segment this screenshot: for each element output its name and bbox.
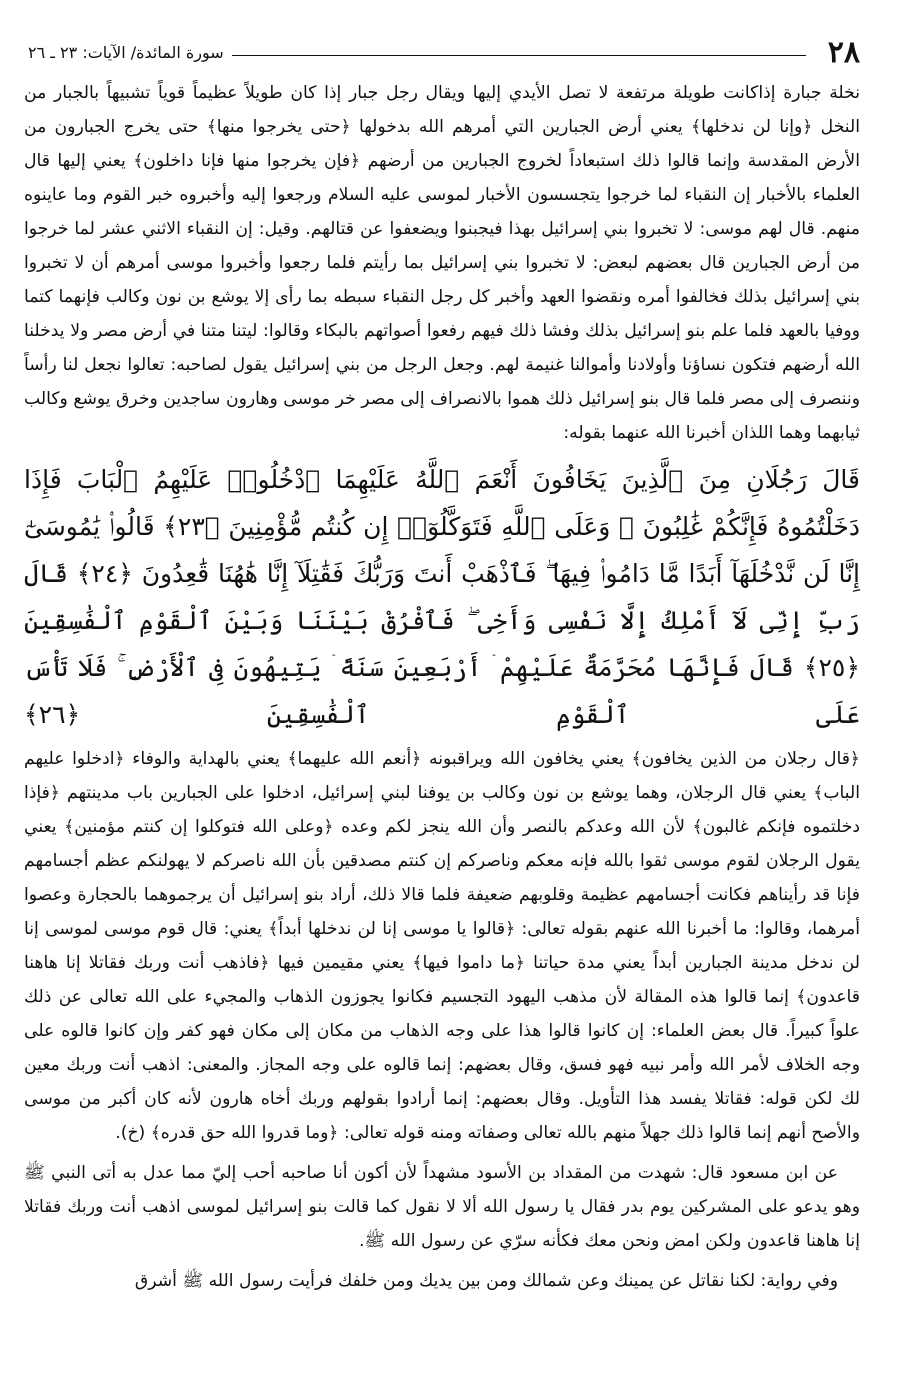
page-number: ٢٨ bbox=[827, 34, 860, 70]
commentary-paragraph-1: نخلة جبارة إذاكانت طويلة مرتفعة لا تصل الأيدي إليها ويقال رجل جبار إذا كان طويلاً عظيماً قوياً تشبيهاً بالجبار من النخل ﴿وإنا لن ندخلها﴾ يعني أرض الجبارين التي أمرهم الله بدخولها ﴿حتى يخرجوا منها﴾ حتى يخرج الجبارون من الأرض المقدسة وإنما قالوا ذلك استبعاداً لخروج الجبارين من أرضهم ﴿فإن يخرجوا منها فإنا داخلون﴾ يعني إليها قال العلماء بالأخبار إن النقباء لما خرجوا يتجسسون الأخبار لموسى عليه السلام ورجعوا إليه وأخبروه خبر القوم وما عاينوه منهم. قال لهم موسى: لا تخبروا بني إسرائيل بهذا فيجبنوا ويضعفوا عن قتالهم. وقيل: إن النقباء الاثني عشر لما خرجوا من أرض الجبارين قال بعضهم لبعض: لا تخبروا بني إسرائيل بما رأيتم فلما رجعوا وأخبروا موسى أمرهم أن لا تخبروا بني إسرائيل بذلك فخالفوا أمره ونقضوا العهد وأخبر كل رجل النقباء سبطه بما رأى إلا يوشع بن نون وكالب فإنهما كتما ووفيا بالعهد فلما علم بنو إسرائيل بذلك وفشا ذلك فيهم رفعوا أصواتهم بالبكاء وقالوا: ليتنا متنا في أرض مصر ولا يدخلنا الله أرضهم فتكون نساؤنا وأولادنا وأموالنا غنيمة لهم. وجعل الرجل من بني إسرائيل يقول لصاحبه: تعالوا نجعل لنا رأساً وننصرف إلى مصر فلما قال بنو إسرائيل ذلك هموا بالانصراف إلى مصر خر موسى وهارون ساجدين وخرق يوشع وكالب ثيابهما وهما اللذان أخبرنا الله عنهما بقوله: bbox=[24, 83, 860, 443]
header-rule bbox=[232, 55, 806, 56]
commentary-paragraph-2: ﴿قال رجلان من الذين يخافون﴾ يعني يخافون الله ويراقبونه ﴿أنعم الله عليهما﴾ يعني بالهداية والوفاء ﴿ادخلوا عليهم الباب﴾ يعني قال الرجلان، وهما يوشع بن نون وكالب بن يوفنا لبني إسرائيل، ادخلوا على الجبارين باب مدينتهم ﴿فإذا دخلتموه فإنكم غالبون﴾ لأن الله وعدكم بالنصر وأن الله ينجز لكم وعده ﴿وعلى الله فتوكلوا إن كنتم مؤمنين﴾ يعني يقول الرجلان لقوم موسى ثقوا بالله فإنه معكم وناصركم إن كنتم مصدقين بأن الله ناصركم لا يهولنكم عظم أجسامهم فإنا قد رأيناهم فكانت أجسامهم عظيمة وقلوبهم ضعيفة فلما قالا ذلك، أراد بنو إسرائيل أن يرجموهما بالحجارة وعصوا أمرهما، وقالوا: ما أخبرنا الله عنهم بقوله تعالى: ﴿قالوا يا موسى إنا لن ندخلها أبداً﴾ يعني: قال قوم موسى لموسى إنا لن ندخل مدينة الجبارين أبداً يعني مدة حياتنا ﴿ما داموا فيها﴾ يعني مقيمين فيها ﴿فاذهب أنت وربك فقاتلا إنا هاهنا قاعدون﴾ إنما قالوا هذه المقالة لأن مذهب اليهود التجسيم فكانوا يجوزون الذهاب والمجيء على الله تعالى عن ذلك علواً كبيراً. قال بعض العلماء: إن كانوا قالوا هذا على وجه الذهاب من مكان إلى مكان فهو كفر وإن كانوا قالوه على وجه الخلاف لأمر الله وأمر نبيه فهو فسق، وقال بعضهم: إنما قالوه على وجه المجاز. والمعنى: اذهب أنت وربك معين لك لكن قوله: فقاتلا يفسد هذا التأويل. وقال بعضهم: إنما أرادوا بقولهم وربك أخاه هارون لأنه كان أكبر من موسى والأصح أنهم إنما قالوا ذلك جهلاً منهم بالله تعالى وصفاته ومنه قوله تعالى: ﴿وما قدروا الله حق قدره﴾ (خ). bbox=[24, 749, 860, 1143]
narration-paragraph: وفي رواية: لكنا نقاتل عن يمينك وعن شمالك ومن بين يديك ومن خلفك فرأيت رسول الله ﷺ أشرق bbox=[134, 1271, 838, 1291]
page-body bbox=[24, 76, 860, 1298]
running-title: سورة المائدة/ الآيات: ٢٣ ـ ٢٦ bbox=[28, 42, 224, 62]
quran-verses-block: قَالَ رَجُلَانِ مِنَ ٱلَّذِينَ يَخَافُونَ أَنْعَمَ ٱللَّهُ عَلَيْهِمَا ٱدْخُلُوا۟ عَلَيْهِمُ ٱلْبَابَ فَإِذَا دَخَلْتُمُوهُ فَإِنَّكُمْ غَٰلِبُونَ ۚ وَعَلَى ٱللَّهِ فَتَوَكَّلُوٓا۟ إِن كُنتُم مُّؤْمِنِينَ ﴿٢٣﴾ قَالُوا۟ يَٰمُوسَىٰٓ إِنَّا لَن نَّدْخُلَهَآ أَبَدًا مَّا دَامُوا۟ فِيهَا ۖ فَٱذْهَبْ أَنتَ وَرَبُّكَ فَقَٰتِلَآ إِنَّا هَٰهُنَا قَٰعِدُونَ ﴿٢٤﴾ قَالَ رَبِّ إِنِّى لَآ أَمْلِكُ إِلَّا نَفْسِى وَأَخِى ۖ فَٱفْرُقْ بَيْنَنَا وَبَيْنَ ٱلْقَوْمِ ٱلْفَٰسِقِينَ ﴿٢٥﴾ قَالَ فَإِنَّهَا مُحَرَّمَةٌ عَلَيْهِمْ ۛ أَرْبَعِينَ سَنَةً ۛ يَتِيهُونَ فِى ٱلْأَرْضِ ۚ فَلَا تَأْسَ عَلَى ٱلْقَوْمِ ٱلْفَٰسِقِينَ ﴿٢٦﴾ bbox=[24, 465, 860, 729]
hadith-paragraph: عن ابن مسعود قال: شهدت من المقداد بن الأسود مشهداً لأن أكون أنا صاحبه أحب إليّ مما عدل به أتى النبي ﷺ وهو يدعو على المشركين يوم بدر فقال يا رسول الله ألا لا نقول كما قالت بنو إسرائيل لموسى اذهب أنت وربك فقاتلا إنا هاهنا قاعدون ولكن امض ونحن معك فكأنه سرّي عن رسول الله ﷺ. bbox=[24, 1163, 860, 1251]
page-header bbox=[28, 32, 860, 72]
